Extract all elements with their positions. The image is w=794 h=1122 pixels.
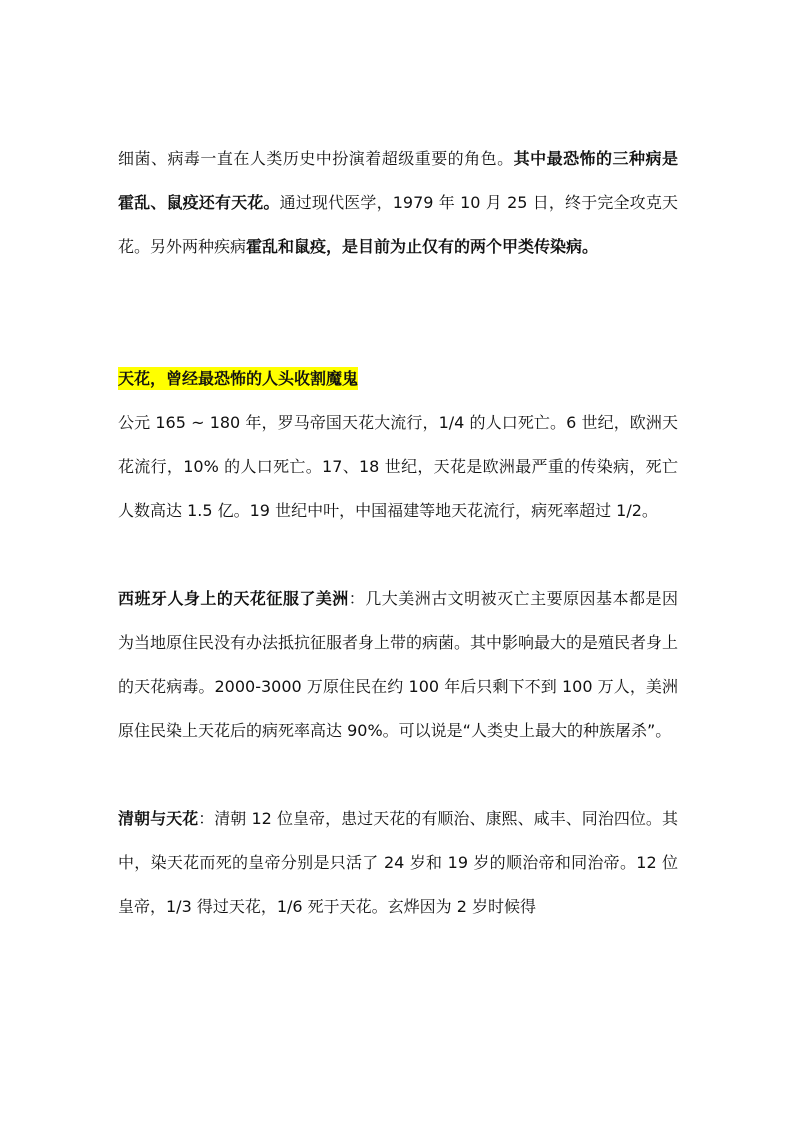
intro-text-1: 细菌、病毒一直在人类历史中扮演着超级重要的角色。 [118, 149, 514, 168]
qing-text: ：清朝 12 位皇帝，患过天花的有顺治、康熙、咸丰、同治四位。其中，染天花而死的皇帝分别是只活了 24 岁和 19 岁的顺治帝和同治帝。12 位皇帝，1/3 得过天花，1/6 死于天花。玄烨因为 2 岁时候得 [118, 809, 678, 916]
spacer [118, 753, 678, 797]
highlighted-heading: 天花，曾经最恐怖的人头收割魔鬼 [118, 369, 359, 388]
americas-lead: 西班牙人身上的天花征服了美洲 [118, 589, 349, 608]
spacer [118, 269, 678, 357]
intro-text-2: 通过现代医学，1979 年 10 月 25 日，终于完全攻克天花。另外两种疾病 [118, 193, 678, 256]
americas-text: ：几大美洲古文明被灭亡主要原因基本都是因为当地原住民没有办法抵抗征服者身上带的病菌。其中影响最大的是殖民者身上的天花病毒。2000-3000 万原住民在约 100 年后只剩下不到 100 万人，美洲原住民染上天花后的病死率高达 90%。可以说是“人类史上最大的种族屠杀”。 [118, 589, 679, 740]
intro-bold-1: 其中最恐怖的三种病是霍乱、鼠疫还有天花。 [118, 149, 678, 212]
intro-bold-2: 霍乱和鼠疫，是目前为止仅有的两个甲类传染病。 [246, 237, 599, 256]
spacer [118, 533, 678, 577]
qing-paragraph [118, 797, 678, 929]
qing-lead: 清朝与天花 [118, 809, 199, 828]
americas-paragraph [118, 577, 678, 753]
intro-paragraph [118, 137, 678, 269]
smallpox-history-paragraph: 公元 165 ~ 180 年，罗马帝国天花大流行，1/4 的人口死亡。6 世纪，欧洲天花流行，10% 的人口死亡。17、18 世纪，天花是欧洲最严重的传染病，死亡人数高达 1.5 亿。19 世纪中叶，中国福建等地天花流行，病死率超过 1/2。 [118, 413, 678, 520]
section-heading [118, 357, 678, 401]
document-body [118, 137, 678, 929]
